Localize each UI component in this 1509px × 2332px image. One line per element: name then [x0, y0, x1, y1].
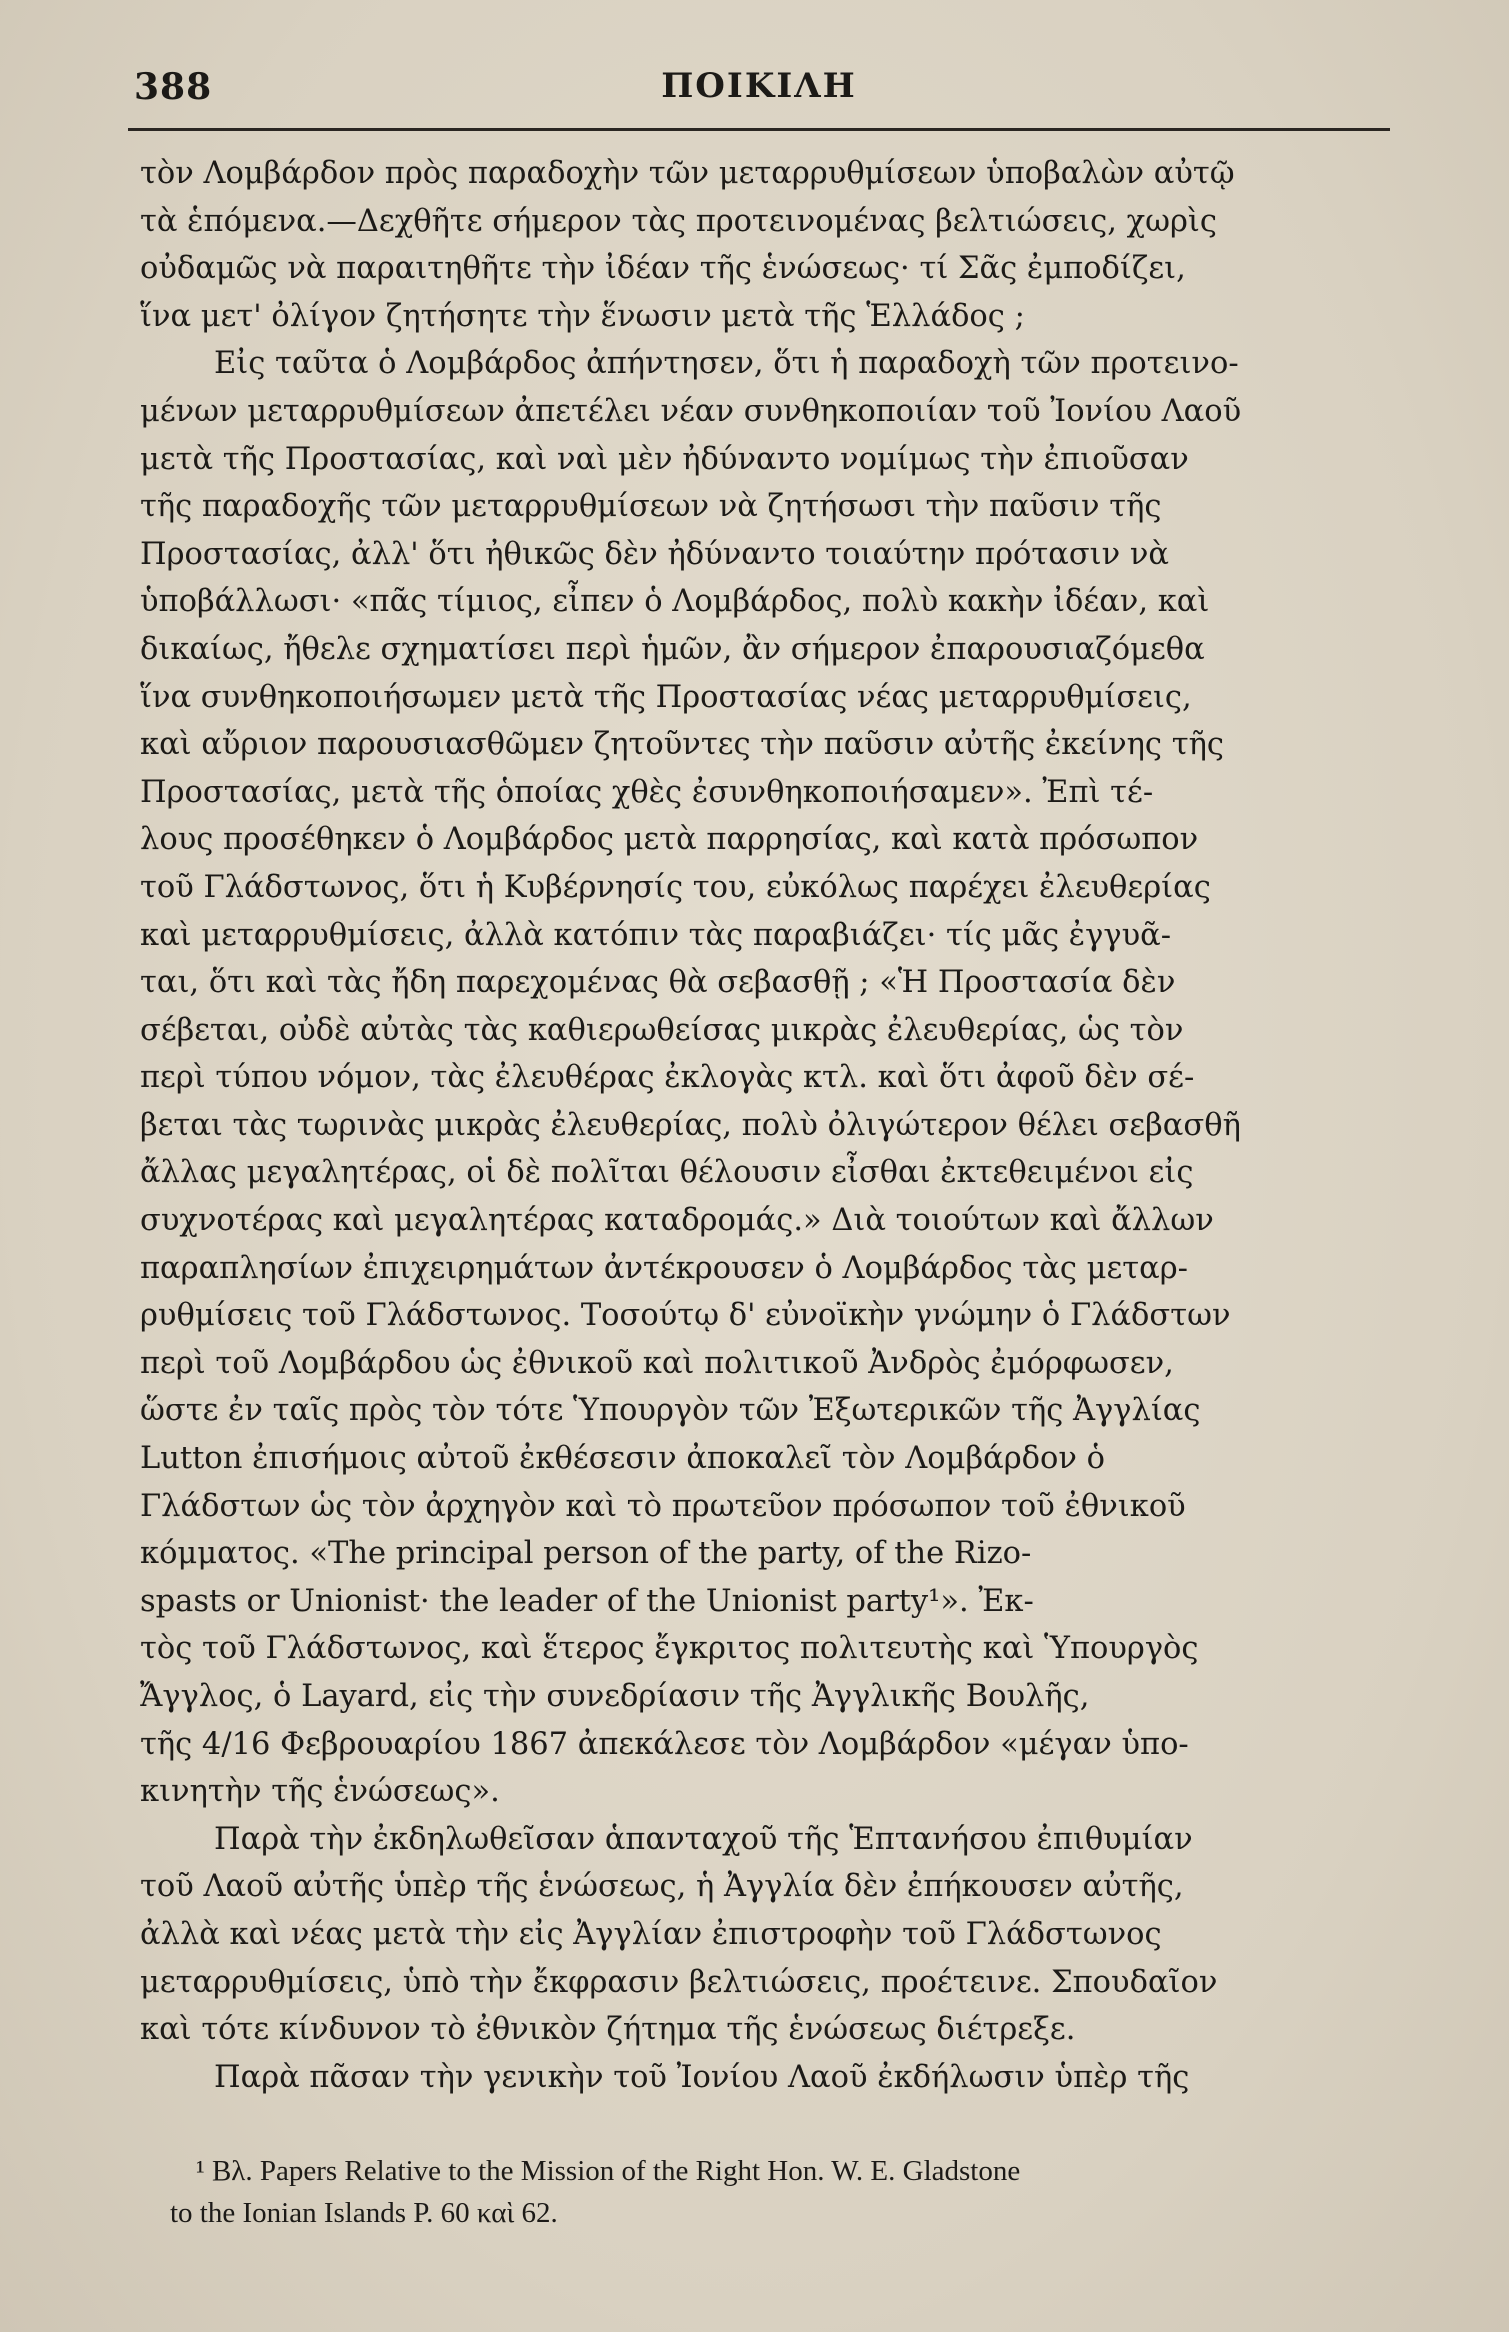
text-line: οὐδαμῶς νὰ παραιτηθῆτε τὴν ἰδέαν τῆς ἑνώσεως· τί Σᾶς ἐμποδίζει,: [140, 251, 1186, 287]
text-line: μένων μεταρρυθμίσεων ἀπετέλει νέαν συνθηκοποιίαν τοῦ Ἰονίου Λαοῦ: [140, 393, 1242, 429]
text-line: τὸν Λομβάρδον πρὸς παραδοχὴν τῶν μεταρρυθμίσεων ὑποβαλὼν αὐτῷ: [140, 156, 1235, 191]
text-line: μετὰ τῆς Προστασίας, καὶ ναὶ μὲν ἠδύναντο νομίμως τὴν ἐπιοῦσαν: [140, 441, 1189, 477]
text-line: τῆς 4/16 Φεβρουαρίου 1867 ἀπεκάλεσε τὸν Λομβάρδον «μέγαν ὑπο-: [140, 1726, 1189, 1762]
text-line: περὶ τύπου νόμον, τὰς ἐλευθέρας ἐκλογὰς κτλ. καὶ ὅτι ἀφοῦ δὲν σέ-: [140, 1060, 1195, 1096]
text-line: ρυθμίσεις τοῦ Γλάδστωνος. Τοσούτῳ δ' εὐνοϊκὴν γνώμην ὁ Γλάδστων: [140, 1298, 1231, 1334]
text-line: τὰ ἑπόμενα.—Δεχθῆτε σήμερον τὰς προτεινομένας βελτιώσεις, χωρὶς: [140, 203, 1217, 239]
text-line: ὑποβάλλωσι· «πᾶς τίμιος, εἶπεν ὁ Λομβάρδος, πολὺ κακὴν ἰδέαν, καὶ: [140, 584, 1210, 620]
text-line: καὶ αὔριον παρουσιασθῶμεν ζητοῦντες τὴν παῦσιν αὐτῆς ἐκείνης τῆς: [140, 727, 1224, 763]
text-line: Εἰς ταῦτα ὁ Λομβάρδος ἀπήντησεν, ὅτι ἡ παραδοχὴ τῶν προτεινο-: [214, 346, 1239, 382]
text-line: βεται τὰς τωρινὰς μικρὰς ἐλευθερίας, πολὺ ὀλιγώτερον θέλει σεβασθῆ: [140, 1107, 1241, 1143]
footnote-line: to the Ionian Islands P. 60 καὶ 62.: [170, 2197, 558, 2229]
text-line: ἀλλὰ καὶ νέας μετὰ τὴν εἰς Ἀγγλίαν ἐπιστροφὴν τοῦ Γλάδστωνος: [140, 1916, 1162, 1952]
text-line: Παρὰ πᾶσαν τὴν γενικὴν τοῦ Ἰονίου Λαοῦ ἐκδήλωσιν ὑπὲρ τῆς: [214, 2059, 1190, 2095]
text-line: καὶ μεταρρυθμίσεις, ἀλλὰ κατόπιν τὰς παραβιάζει· τίς μᾶς ἐγγυᾶ-: [140, 917, 1172, 953]
text-line: spasts or Unionist· the leader of the Unionist party¹». Ἐκ-: [140, 1583, 1034, 1619]
text-line: περὶ τοῦ Λομβάρδου ὡς ἐθνικοῦ καὶ πολιτικοῦ Ἀνδρὸς ἐμόρφωσεν,: [140, 1345, 1174, 1381]
body-text: [140, 150, 1385, 2101]
text-line: συχνοτέρας καὶ μεγαλητέρας καταδρομάς.» Διὰ τοιούτων καὶ ἄλλων: [140, 1203, 1214, 1239]
text-line: καὶ τότε κίνδυνον τὸ ἐθνικὸν ζήτημα τῆς ἑνώσεως διέτρεξε.: [140, 2012, 1076, 2048]
text-line: Παρὰ τὴν ἐκδηλωθεῖσαν ἁπανταχοῦ τῆς Ἑπτανήσου ἐπιθυμίαν: [214, 1821, 1193, 1857]
text-line: ται, ὅτι καὶ τὰς ἤδη παρεχομένας θὰ σεβασθῇ ; «Ἡ Προστασία δὲν: [140, 965, 1176, 1001]
text-line: Lutton ἐπισήμοις αὐτοῦ ἐκθέσεσιν ἀποκαλεῖ τὸν Λομβάρδον ὁ: [140, 1441, 1105, 1477]
text-line: τοῦ Λαοῦ αὐτῆς ὑπὲρ τῆς ἑνώσεως, ἡ Ἀγγλία δὲν ἐπήκουσεν αὐτῆς,: [140, 1869, 1184, 1905]
text-line: δικαίως, ἤθελε σχηματίσει περὶ ἡμῶν, ἂν σήμερον ἐπαρουσιαζόμεθα: [140, 631, 1205, 667]
text-line: τὸς τοῦ Γλάδστωνος, καὶ ἕτερος ἔγκριτος πολιτευτὴς καὶ Ὑπουργὸς: [140, 1631, 1199, 1667]
text-line: ὥστε ἐν ταῖς πρὸς τὸν τότε Ὑπουργὸν τῶν Ἐξωτερικῶν τῆς Ἀγγλίας: [140, 1393, 1201, 1429]
text-line: παραπλησίων ἐπιχειρημάτων ἀντέκρουσεν ὁ Λομβάρδος τὰς μεταρ-: [140, 1250, 1188, 1286]
footnote-line: ¹ Βλ. Papers Relative to the Mission of the Right Hon. W. E. Gladstone: [196, 2155, 1021, 2187]
page-header: [128, 66, 1390, 126]
text-line: ἵνα συνθηκοποιήσωμεν μετὰ τῆς Προστασίας νέας μεταρρυθμίσεις,: [140, 679, 1192, 715]
text-line: σέβεται, οὐδὲ αὐτὰς τὰς καθιερωθείσας μικρὰς ἐλευθερίας, ὡς τὸν: [140, 1012, 1184, 1048]
text-line: μεταρρυθμίσεις, ὑπὸ τὴν ἔκφρασιν βελτιώσεις, προέτεινε. Σπουδαῖον: [140, 1964, 1218, 2000]
text-line: τοῦ Γλάδστωνος, ὅτι ἡ Κυβέρνησίς του, εὐκόλως παρέχει ἐλευθερίας: [140, 869, 1211, 905]
text-line: κινητὴν τῆς ἑνώσεως».: [140, 1774, 500, 1810]
text-line: Γλάδστων ὡς τὸν ἀρχηγὸν καὶ τὸ πρωτεῦον πρόσωπον τοῦ ἐθνικοῦ: [140, 1488, 1186, 1524]
page-number: 388: [134, 66, 213, 108]
text-line: λους προσέθηκεν ὁ Λομβάρδος μετὰ παρρησίας, καὶ κατὰ πρόσωπον: [140, 822, 1199, 858]
running-title: ΠΟΙΚΙΛΗ: [661, 66, 857, 106]
text-line: ἵνα μετ' ὀλίγον ζητήσητε τὴν ἕνωσιν μετὰ τῆς Ἑλλάδος ;: [140, 298, 1025, 334]
text-line: Προστασίας, ἀλλ' ὅτι ἠθικῶς δὲν ἠδύναντο τοιαύτην πρότασιν νὰ: [140, 536, 1169, 572]
text-line: Ἄγγλος, ὁ Layard, εἰς τὴν συνεδρίασιν τῆς Ἀγγλικῆς Βουλῆς,: [140, 1679, 1090, 1714]
text-line: Προστασίας, μετὰ τῆς ὁποίας χθὲς ἐσυνθηκοποιήσαμεν». Ἐπὶ τέ-: [140, 774, 1154, 810]
footnote: [170, 2150, 1390, 2234]
text-line: κόμματος. «The principal person of the party, of the Rizo-: [140, 1536, 1032, 1572]
text-line: τῆς παραδοχῆς τῶν μεταρρυθμίσεων νὰ ζητήσωσι τὴν παῦσιν τῆς: [140, 489, 1162, 525]
header-rule: [128, 128, 1390, 131]
text-line: ἄλλας μεγαλητέρας, οἱ δὲ πολῖται θέλουσιν εἶσθαι ἐκτεθειμένοι εἰς: [140, 1155, 1194, 1191]
